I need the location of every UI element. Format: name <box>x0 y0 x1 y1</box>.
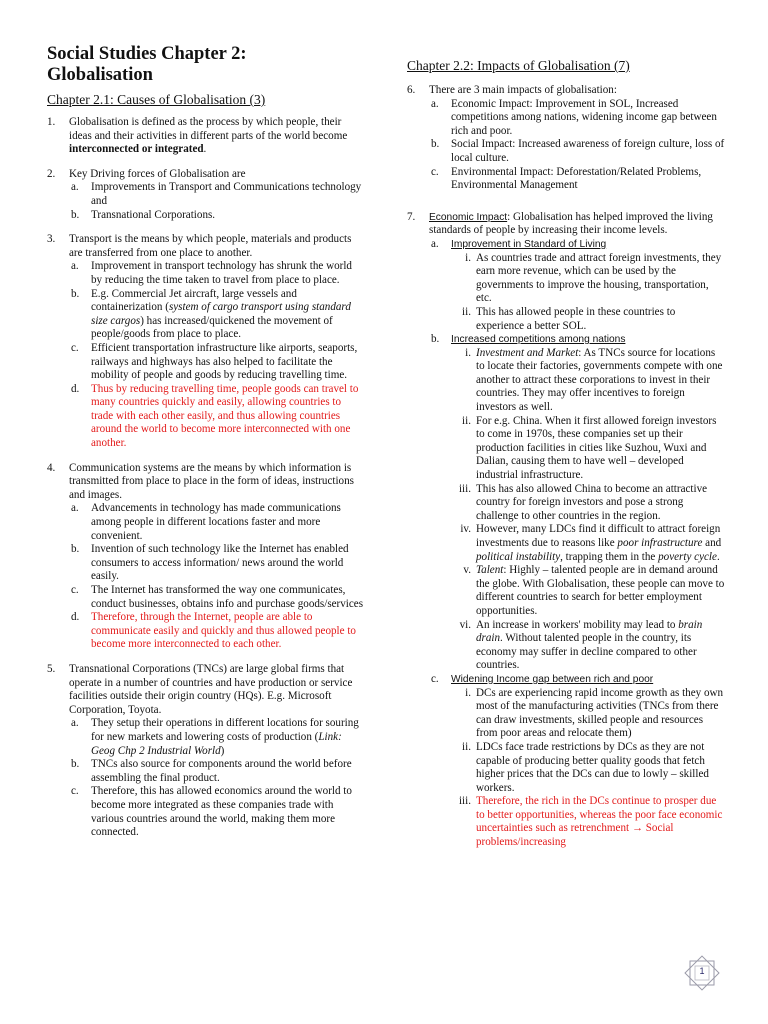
item-text-bold: interconnected or integrated <box>69 143 204 156</box>
sub-item-d <box>69 383 365 451</box>
roman-marker: i. <box>465 251 471 264</box>
sub-text: E.g. Commercial Jet aircraft, large vessels and containerization ( <box>91 287 297 314</box>
sub-marker: a. <box>431 97 439 110</box>
sub-text: Invention of such technology like the Internet has enabled consumers to access information/ news around the world easily. <box>91 543 349 583</box>
sub-marker: c. <box>431 165 439 178</box>
roman-text-italic: political instability <box>476 550 561 563</box>
sub-text-conclusion: Therefore, through the Internet, people are able to communicate easily and quickly and thus allowed people to become more interconnected to each other. <box>91 611 356 651</box>
roman-item-i <box>429 252 725 306</box>
roman-item-iii <box>429 795 725 849</box>
list-item-3 <box>47 233 365 451</box>
roman-text: LDCs face trade restrictions by DCs as they are not capable of producing better quality goods that fetch higher prices that the DCs can due to lowly – skilled workers. <box>476 740 709 794</box>
item-number: 6. <box>407 84 416 96</box>
sub-text: Environmental Impact: Deforestation/Related Problems, Environmental Management <box>451 165 702 192</box>
roman-text-italic: Investment and Market <box>476 346 579 359</box>
roman-marker: ii. <box>462 305 471 318</box>
sub-marker: c. <box>71 341 79 354</box>
sub-item-a <box>69 260 365 287</box>
roman-text: , trapping them in the <box>560 550 659 563</box>
sub-marker: c. <box>71 785 79 798</box>
item-number: 1. <box>47 116 56 128</box>
sub-item-b <box>429 333 725 347</box>
roman-text: For e.g. China. When it first allowed foreign investors to come in 1970s, these companies set up their production facilities in cities like Suzhou, Wuxi and Dalian, causing them to have well – developed industrial infrastructure. <box>476 414 717 482</box>
item-number: 3. <box>47 233 56 246</box>
roman-marker: iii. <box>458 795 471 808</box>
item-text: There are 3 main impacts of globalisation: <box>429 84 617 96</box>
sub-marker: a. <box>71 717 79 730</box>
roman-text: . Without talented people in the country, its economy may suffer in decline compared to other countries. <box>476 632 697 672</box>
item-number: 2. <box>47 167 56 180</box>
roman-text-italic: Talent <box>476 564 504 577</box>
document-title <box>47 44 365 86</box>
roman-text: and <box>702 537 722 549</box>
item-text-end: . <box>203 143 207 156</box>
item-number: 5. <box>47 662 56 675</box>
item-text: Transport is the means by which people, materials and products are transferred from one place to another. <box>69 233 352 259</box>
roman-item-ii <box>429 306 725 333</box>
sub-text-end: ) <box>220 744 225 757</box>
roman-item-iv <box>429 523 725 564</box>
sub-text: Social Impact: Increased awareness of foreign culture, loss of local culture. <box>451 138 725 164</box>
list-item-6 <box>407 84 725 193</box>
sub-item-b <box>69 758 365 785</box>
roman-marker: i. <box>465 346 471 359</box>
sub-heading: Improvement in Standard of Living <box>451 238 607 250</box>
roman-text: This has also allowed China to become an attractive country for foreign investors and pose a strong challenge to other countries in the region. <box>476 482 708 522</box>
sub-marker: a. <box>71 181 79 194</box>
title-line-2: Globalisation <box>47 65 153 85</box>
sub-text: Efficient transportation infrastructure like airports, seaports, railways and highways has also helped to facilitate the mobility of people and goods by reducing travelling time. <box>91 341 358 382</box>
page-number-badge <box>684 955 720 991</box>
sub-marker: b. <box>431 333 440 346</box>
item-text: : Globalisation has helped improved the living standards of people by increasing their income levels. <box>429 210 713 237</box>
sub-text-end: ) has increased/quickened the movement of people/goods from place to place. <box>91 314 333 341</box>
sub-marker: a. <box>71 260 79 273</box>
sub-marker: b. <box>71 543 80 556</box>
roman-marker: ii. <box>462 414 471 427</box>
sub-item-b <box>69 288 365 342</box>
section-heading-impacts: Chapter 2.2: Impacts of Globalisation (7) <box>407 58 630 73</box>
sub-marker: b. <box>71 208 80 221</box>
sub-marker: d. <box>71 382 80 395</box>
roman-marker: iv. <box>460 523 471 536</box>
roman-text-conclusion: Therefore, the rich in the DCs continue to prosper due to better opportunities, whereas the poor face economic uncertainties such as retrenchment → Social problems/increasing <box>476 795 723 849</box>
list-item-2 <box>47 168 365 222</box>
roman-item-ii <box>429 415 725 483</box>
roman-text: However, many LDCs find it difficult to attract foreign investments due to reasons like <box>476 523 721 549</box>
roman-text: DCs are experiencing rapid income growth as they own most of the manufacturing activities (TNCs from there can draw investments, skilled people and resources from poor areas and relocate them) <box>476 686 724 740</box>
item-number: 4. <box>47 461 56 474</box>
sub-item-b <box>429 138 725 165</box>
sub-text: They setup their operations in different locations for souring for new markets and lowering costs of production ( <box>91 717 359 743</box>
sub-item-a <box>69 181 365 208</box>
sub-text: Transnational Corporations. <box>91 208 216 221</box>
sub-item-a <box>69 717 365 758</box>
roman-text: This has allowed people in these countries to experience a better SOL. <box>476 305 676 332</box>
sub-marker: b. <box>431 138 440 151</box>
list-item-7 <box>407 211 725 850</box>
roman-text: . <box>716 550 720 563</box>
list-item-5 <box>47 663 365 840</box>
sub-marker: d. <box>71 611 80 624</box>
sub-item-c <box>429 166 725 193</box>
sub-marker: c. <box>431 672 439 685</box>
sub-text: The Internet has transformed the way one communicates, conduct businesses, obtains info and purchase goods/services <box>91 584 364 610</box>
sub-text-italic: system of cargo transport using standard size cargos <box>91 301 351 327</box>
sub-marker: b. <box>71 287 80 300</box>
sub-item-c <box>69 584 365 611</box>
sub-text: Advancements in technology has made communications among people in different locations faster and more convenient. <box>91 502 341 542</box>
sub-text-italic: Link: Geog Chp 2 Industrial World <box>91 730 342 757</box>
item-text: Transnational Corporations (TNCs) are large global firms that operate in a number of countries and have production or service facilities outside their origin country (HQs). E.g. Microsoft Corporation, Toyota. <box>69 662 353 716</box>
roman-text-italic: poverty cycle <box>658 550 717 563</box>
roman-marker: i. <box>465 686 471 699</box>
sub-item-b <box>69 543 365 584</box>
roman-item-iii <box>429 483 725 524</box>
item-text: Globalisation is defined as the process by which people, their ideas and their activities in different parts of the world become <box>69 116 348 142</box>
list-item-4 <box>47 462 365 652</box>
sub-item-c <box>69 342 365 383</box>
sub-item-c <box>429 673 725 687</box>
sub-item-b <box>69 209 365 223</box>
list-item-1 <box>47 116 365 157</box>
sub-item-d <box>69 611 365 652</box>
roman-item-ii <box>429 741 725 795</box>
sub-marker: c. <box>71 584 79 596</box>
economic-impact-label: Economic Impact <box>429 211 508 223</box>
roman-item-i <box>429 687 725 741</box>
sub-marker: a. <box>431 237 439 250</box>
roman-marker: ii. <box>462 740 471 753</box>
sub-text-conclusion: Thus by reducing travelling time, people goods can travel to many countries quickly and easily, allowing countries to trade with each other easily, and thus allowing countries around the world to become more interconnected with one another. <box>91 382 359 450</box>
roman-text-italic: poor infrastructure <box>617 537 703 549</box>
title-line-1: Social Studies Chapter 2: <box>47 44 247 64</box>
sub-item-a <box>69 502 365 543</box>
sub-item-a <box>429 238 725 252</box>
roman-marker: vi. <box>459 618 471 631</box>
roman-marker: iii. <box>458 482 471 495</box>
sub-marker: b. <box>71 758 80 771</box>
left-column <box>47 40 365 851</box>
sub-text: Economic Impact: Improvement in SOL, Increased competitions among nations, widening income gap between rich and poor. <box>451 97 717 137</box>
sub-text: TNCs also source for components around the world before assembling the final product. <box>91 758 352 784</box>
item-text: Key Driving forces of Globalisation are <box>69 167 246 180</box>
sub-heading: Increased competitions among nations <box>451 334 626 346</box>
right-column <box>407 40 725 861</box>
sub-item-a <box>429 98 725 139</box>
item-number: 7. <box>407 210 416 223</box>
roman-item-i <box>429 347 725 415</box>
sub-text: Improvement in transport technology has shrunk the world by reducing the time taken to travel from place to place. <box>91 260 352 286</box>
sub-text: Improvements in Transport and Communications technology and <box>91 181 362 207</box>
roman-text: : Highly – talented people are in demand around the globe. With Globalisation, these people can move to different countries to search for better employment opportunities. <box>476 564 725 617</box>
roman-text: An increase in workers' mobility may lead to <box>476 618 679 631</box>
roman-text-italic: brain drain <box>476 618 703 645</box>
sub-heading: Widening Income gap between rich and poor <box>451 673 654 685</box>
roman-item-vi <box>429 619 725 673</box>
roman-text: : As TNCs source for locations to locate their factories, governments compete with one another to attract these corporations to invest in their countries. They may offer incentives to foreign investors as well. <box>476 346 723 414</box>
roman-text: As countries trade and attract foreign investments, they earn more revenue, which can be used by the governments to improve the housing, transportation, etc. <box>476 251 722 305</box>
sub-item-c <box>69 785 365 839</box>
roman-marker: v. <box>463 564 471 577</box>
page-number: 1 <box>699 966 705 976</box>
section-heading-causes: Chapter 2.1: Causes of Globalisation (3) <box>47 92 266 107</box>
sub-marker: a. <box>71 502 79 515</box>
sub-text: Therefore, this has allowed economics around the world to become more integrated as these companies trade with various countries around the world, making them more connected. <box>91 785 352 839</box>
roman-item-v <box>429 564 725 618</box>
item-text: Communication systems are the means by which information is transmitted from place to place in the form of ideas, instructions and images. <box>69 461 354 501</box>
